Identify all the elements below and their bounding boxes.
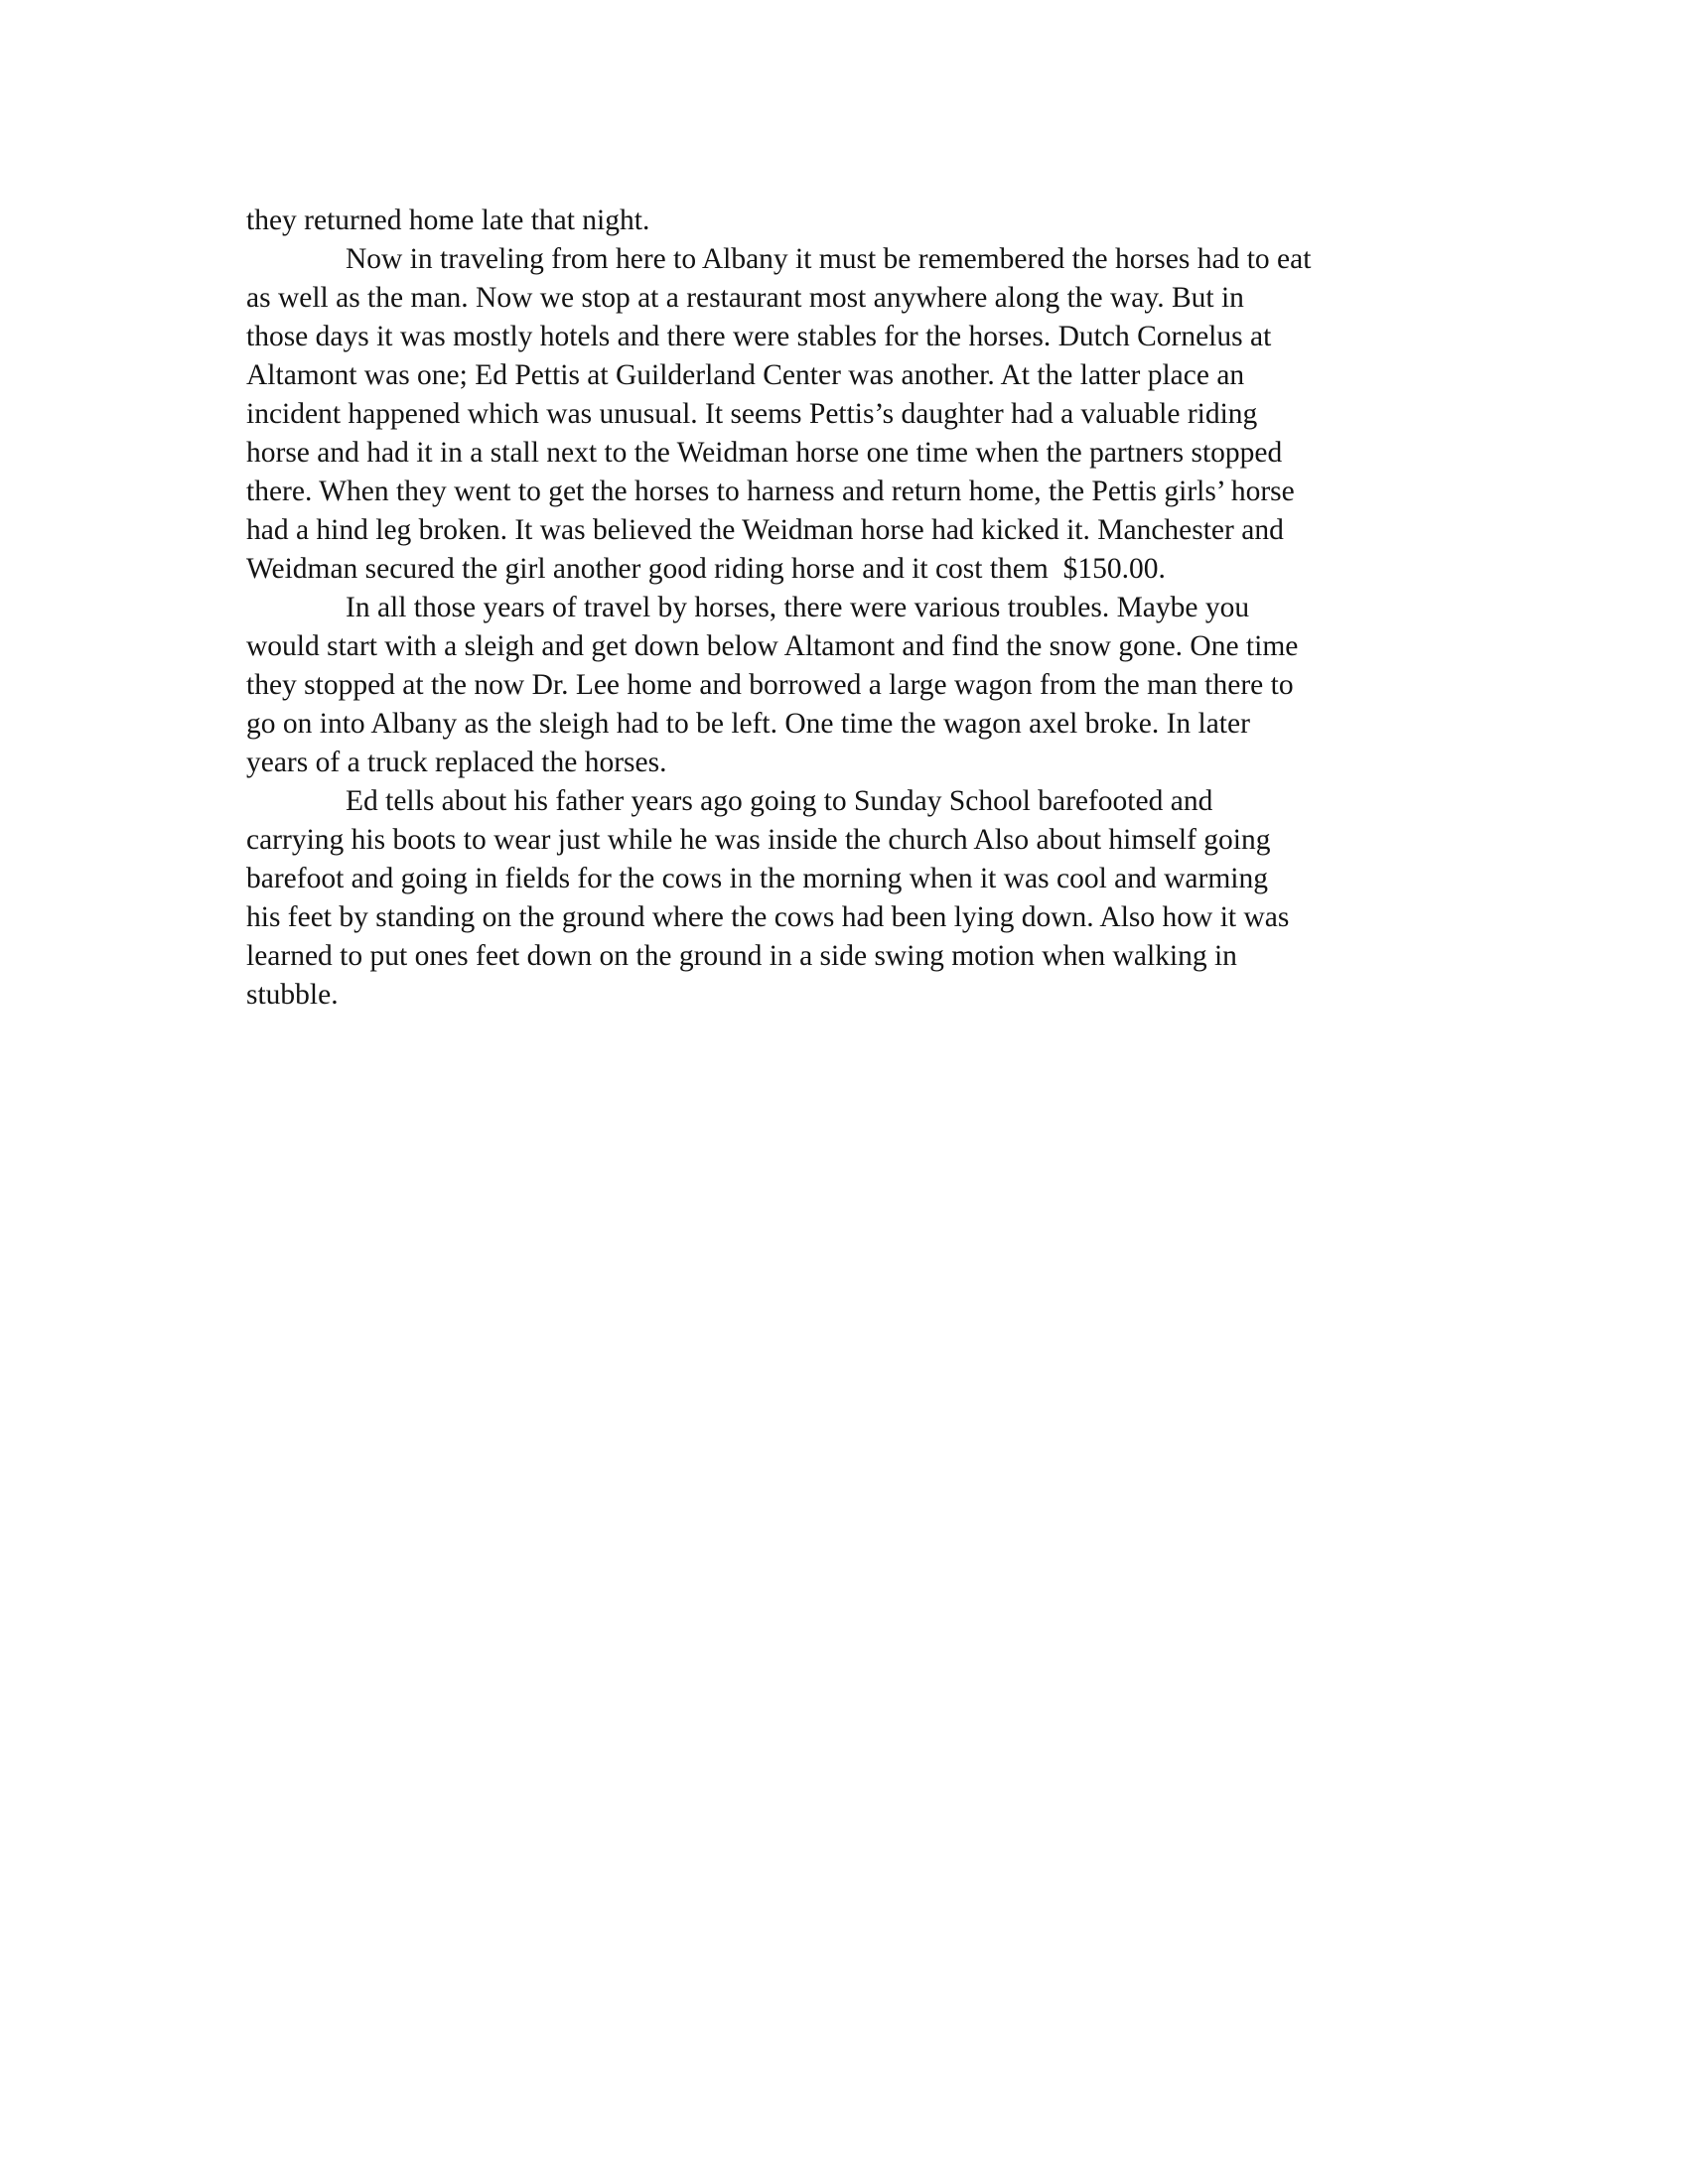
paragraph-2 [246, 240, 1443, 589]
paragraph-line: barefoot and going in fields for the cows in the morning when it was cool and warming [246, 863, 1268, 894]
paragraph-1 [246, 202, 1443, 240]
document-body [246, 202, 1443, 1015]
paragraph-line: his feet by standing on the ground where the cows had been lying down. Also how it was [246, 901, 1290, 933]
paragraph-line: Altamont was one; Ed Pettis at Guilderland Center was another. At the latter place an [246, 359, 1245, 391]
paragraph-line: go on into Albany as the sleigh had to be left. One time the wagon axel broke. In later [246, 708, 1250, 740]
paragraph-line: those days it was mostly hotels and there were stables for the horses. Dutch Cornelus at [246, 321, 1272, 352]
paragraph-line: had a hind leg broken. It was believed the Weidman horse had kicked it. Manchester and [246, 514, 1284, 546]
paragraph-line: would start with a sleigh and get down below Altamont and find the snow gone. One time [246, 630, 1299, 662]
paragraph-line: In all those years of travel by horses, there were various troubles. Maybe you [346, 592, 1250, 623]
paragraph-line: Now in traveling from here to Albany it must be remembered the horses had to eat [346, 243, 1312, 275]
paragraph-line: Ed tells about his father years ago going to Sunday School barefooted and [346, 785, 1213, 817]
paragraph-line: carrying his boots to wear just while he was inside the church Also about himself going [246, 824, 1271, 856]
paragraph-3 [246, 589, 1443, 782]
paragraph-4 [246, 782, 1443, 1015]
paragraph-line: they stopped at the now Dr. Lee home and borrowed a large wagon from the man there to [246, 669, 1294, 701]
paragraph-line: they returned home late that night. [246, 205, 650, 236]
paragraph-line: incident happened which was unusual. It seems Pettis’s daughter had a valuable riding [246, 398, 1258, 430]
paragraph-line: as well as the man. Now we stop at a restaurant most anywhere along the way. But in [246, 282, 1244, 314]
paragraph-line: there. When they went to get the horses to harness and return home, the Pettis girls’ horse [246, 476, 1295, 507]
paragraph-line: horse and had it in a stall next to the Weidman horse one time when the partners stopped [246, 437, 1283, 469]
paragraph-line: years of a truck replaced the horses. [246, 747, 667, 778]
paragraph-line: stubble. [246, 979, 339, 1011]
paragraph-line: learned to put ones feet down on the ground in a side swing motion when walking in [246, 940, 1237, 972]
paragraph-line: Weidman secured the girl another good riding horse and it cost them $150.00. [246, 553, 1166, 585]
